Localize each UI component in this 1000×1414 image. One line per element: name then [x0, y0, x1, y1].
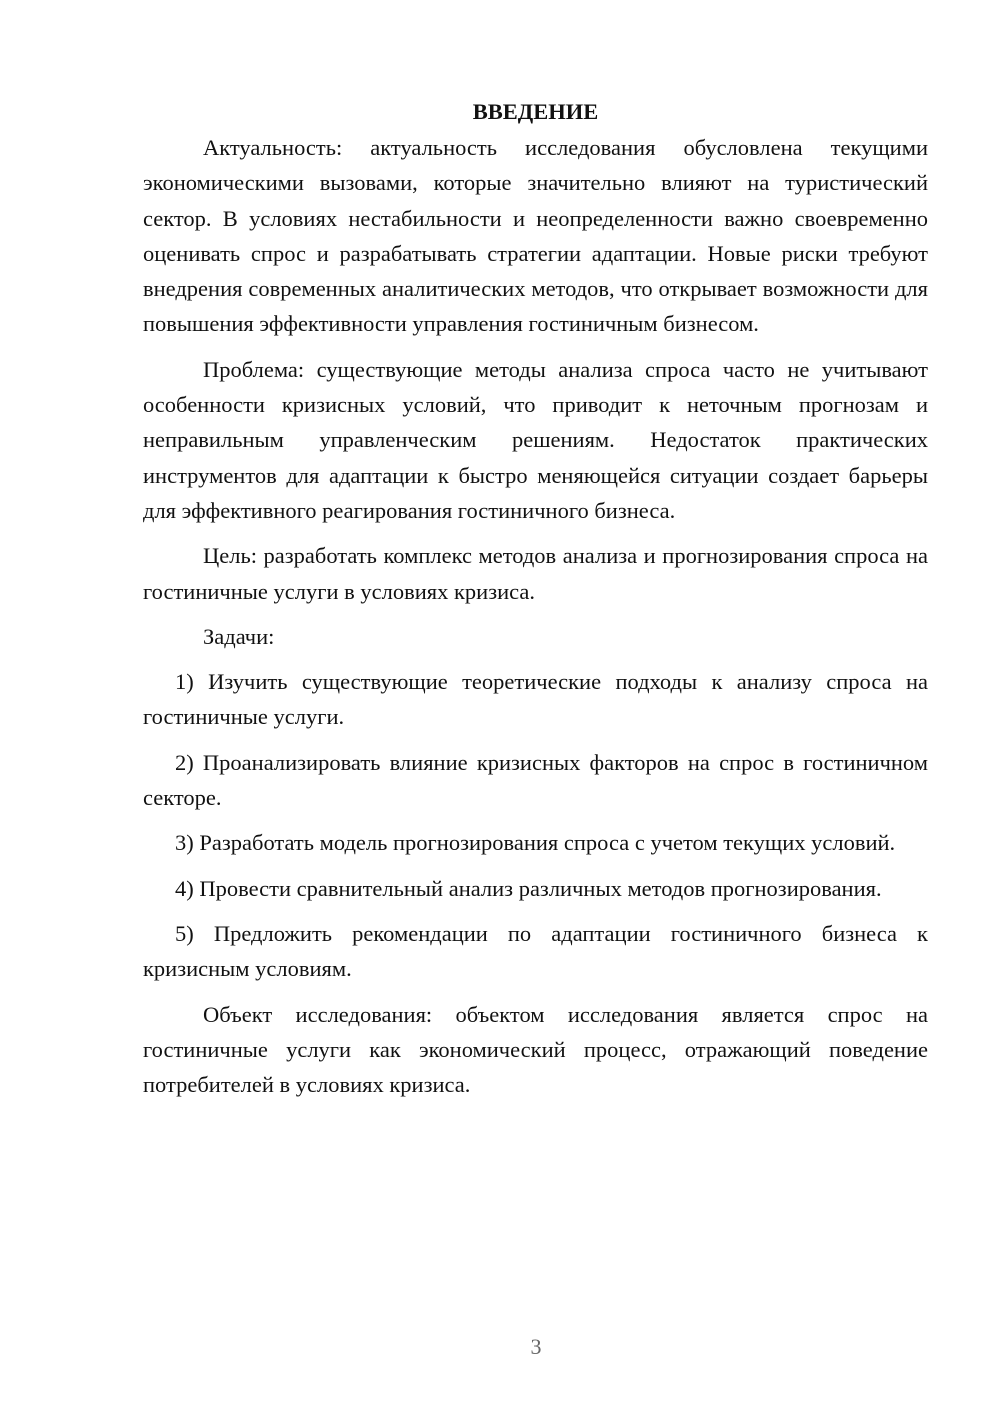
problem-paragraph: Проблема: существующие методы анализа спроса часто не учитывают особенности кризисных условий, что приводит к неточным прогнозам и неправильным управленческим решениям. Недостаток практических инструментов для адаптации к быстро меняющейся ситуации создает барьеры для эффективного реагирования гостиничного бизнеса. — [143, 356, 928, 523]
section-heading: ВВЕДЕНИЕ — [472, 99, 599, 124]
task-item: 3) Разработать модель прогнозирования спроса с учетом текущих условий. — [175, 830, 896, 856]
task-item: 5) Предложить рекомендации по адаптации гостиничного бизнеса к кризисным условиям. — [143, 920, 928, 982]
object-paragraph: Объект исследования: объектом исследования является спрос на гостиничные услуги как экономический процесс, отражающий поведение потребителей в условиях кризиса. — [143, 1001, 928, 1098]
task-item: 1) Изучить существующие теоретические подходы к анализу спроса на гостиничные услуги. — [143, 669, 928, 730]
page-number: 3 — [530, 1334, 542, 1359]
tasks-label: Задачи: — [203, 623, 275, 649]
goal-paragraph: Цель: разработать комплекс методов анализа и прогнозирования спроса на гостиничные услуги в условиях кризиса. — [143, 543, 928, 604]
page-content — [143, 92, 928, 1102]
task-item: 2) Проанализировать влияние кризисных факторов на спрос в гостиничном секторе. — [143, 749, 928, 811]
task-item: 4) Провести сравнительный анализ различных методов прогнозирования. — [175, 875, 882, 901]
relevance-paragraph: Актуальность: актуальность исследования обусловлена текущими экономическими вызовами, которые значительно влияют на туристический сектор. В условиях нестабильности и неопределенности важно своевременно оценивать спрос и разрабатывать стратегии адаптации. Новые риски требуют внедрения современных аналитических методов, что открывает возможности для повышения эффективности управления гостиничным бизнесом. — [143, 135, 928, 337]
